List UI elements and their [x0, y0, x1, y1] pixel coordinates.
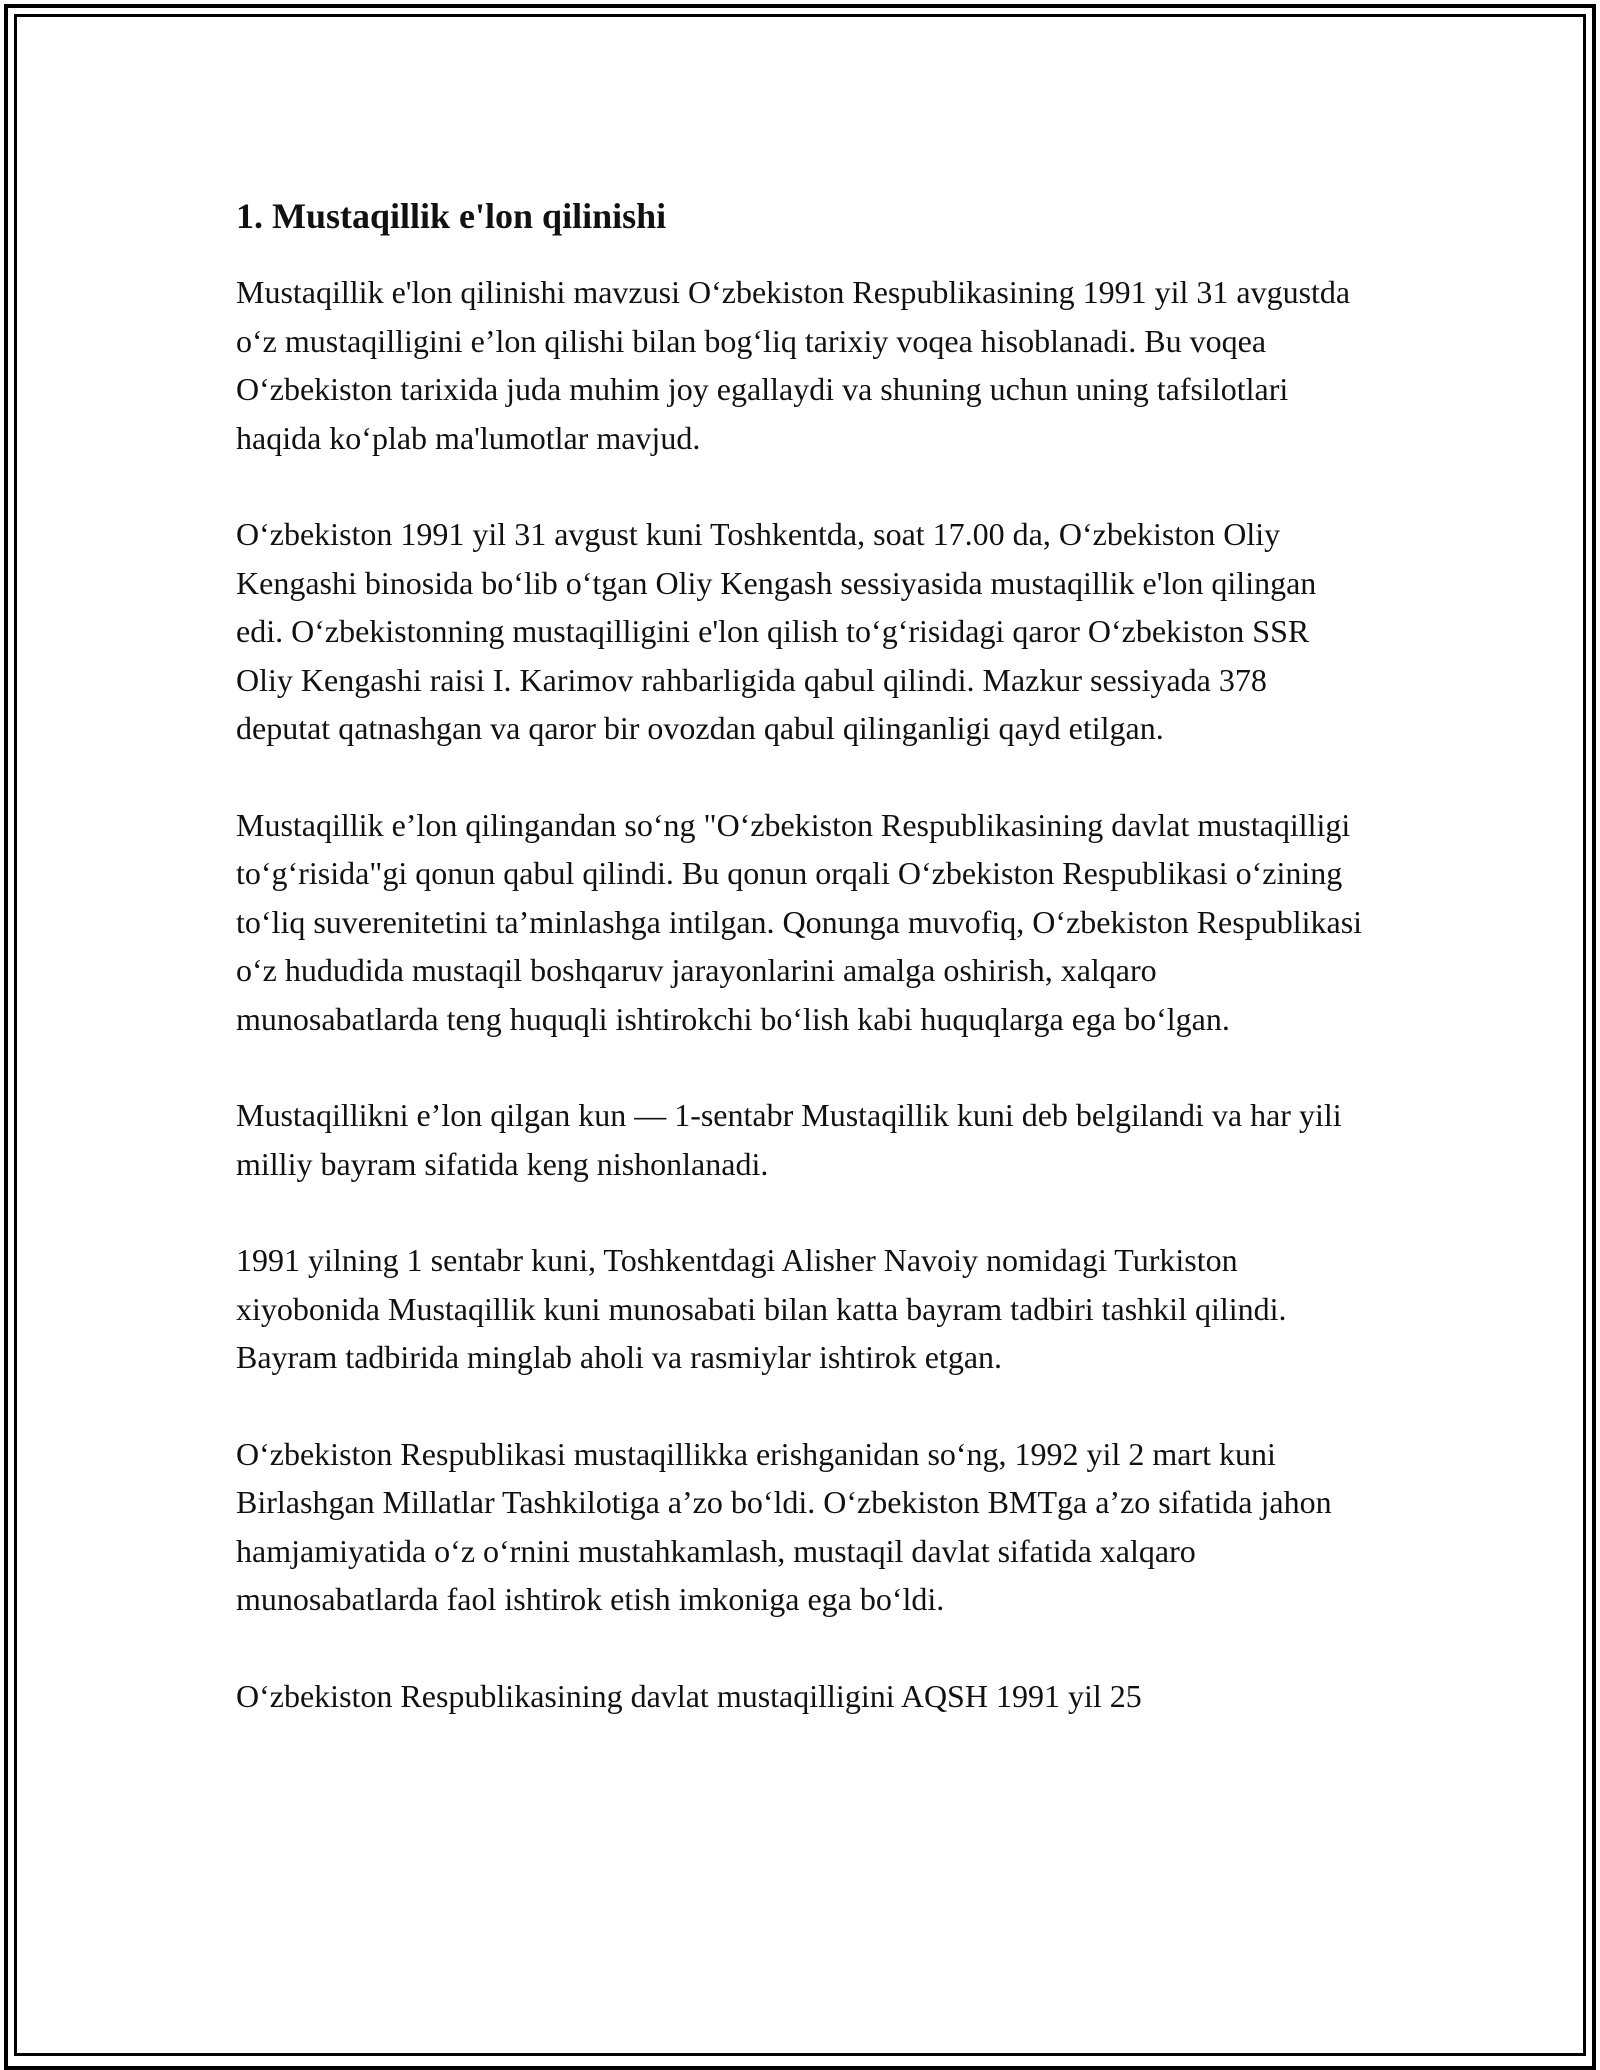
paragraph: Mustaqillik e'lon qilinishi mavzusi O‘zbekiston Respublikasining 1991 yil 31 avgustda o‘z mustaqilligini e’lon qilishi bilan bog‘liq tarixiy voqea hisoblanadi. Bu voqea O‘zbekiston tarixida juda muhim joy egallaydi va shuning uchun uning tafsilotlari haqida ko‘plab ma'lumotlar mavjud.	[236, 274, 1351, 456]
paragraph: O‘zbekiston Respublikasi mustaqillikka erishganidan so‘ng, 1992 yil 2 mart kuni Birlashgan Millatlar Tashkilotiga a’zo bo‘ldi. O‘zbekiston BMTga a’zo sifatida jahon hamjamiyatida o‘z o‘rnini mustahkamlash, mustaqil davlat sifatida xalqaro munosabatlarda faol ishtirok etish imkoniga ega bo‘ldi.	[236, 1435, 1332, 1617]
paragraph: O‘zbekiston 1991 yil 31 avgust kuni Toshkentda, soat 17.00 da, O‘zbekiston Oliy Kengashi binosida bo‘lib o‘tgan Oliy Kengash sessiyasida mustaqillik e'lon qilingan edi. O‘zbekistonning mustaqilligini e'lon qilish to‘g‘risidagi qaror O‘zbekiston SSR Oliy Kengashi raisi I. Karimov rahbarligida qabul qilindi. Mazkur sessiyada 378 deputat qatnashgan va qaror bir ovozdan qabul qilinganligi qayd etilgan.	[236, 516, 1317, 746]
paragraph: Mustaqillikni e’lon qilgan kun — 1-sentabr Mustaqillik kuni deb belgilandi va har yili milliy bayram sifatida keng nishonlanadi.	[236, 1097, 1342, 1182]
paragraph: 1991 yilning 1 sentabr kuni, Toshkentdagi Alisher Navoiy nomidagi Turkiston xiyobonida Mustaqillik kuni munosabati bilan katta bayram tadbiri tashkil qilindi. Bayram tadbirida minglab aholi va rasmiylar ishtirok etgan.	[236, 1242, 1287, 1375]
paragraph: O‘zbekiston Respublikasining davlat mustaqilligini AQSH 1991 yil 25	[236, 1677, 1142, 1714]
document-page	[236, 188, 1366, 1768]
section-heading: 1. Mustaqillik e'lon qilinishi	[236, 196, 667, 236]
paragraph: Mustaqillik e’lon qilingandan so‘ng "O‘zbekiston Respublikasining davlat mustaqilligi to‘g‘risida"gi qonun qabul qilindi. Bu qonun orqali O‘zbekiston Respublikasi o‘zining to‘liq suverenitetini ta’minlashga intilgan. Qonunga muvofiq, O‘zbekiston Respublikasi o‘z hududida mustaqil boshqaruv jarayonlarini amalga oshirish, xalqaro munosabatlarda teng huquqli ishtirokchi bo‘lish kabi huquqlarga ega bo‘lgan.	[236, 806, 1363, 1037]
